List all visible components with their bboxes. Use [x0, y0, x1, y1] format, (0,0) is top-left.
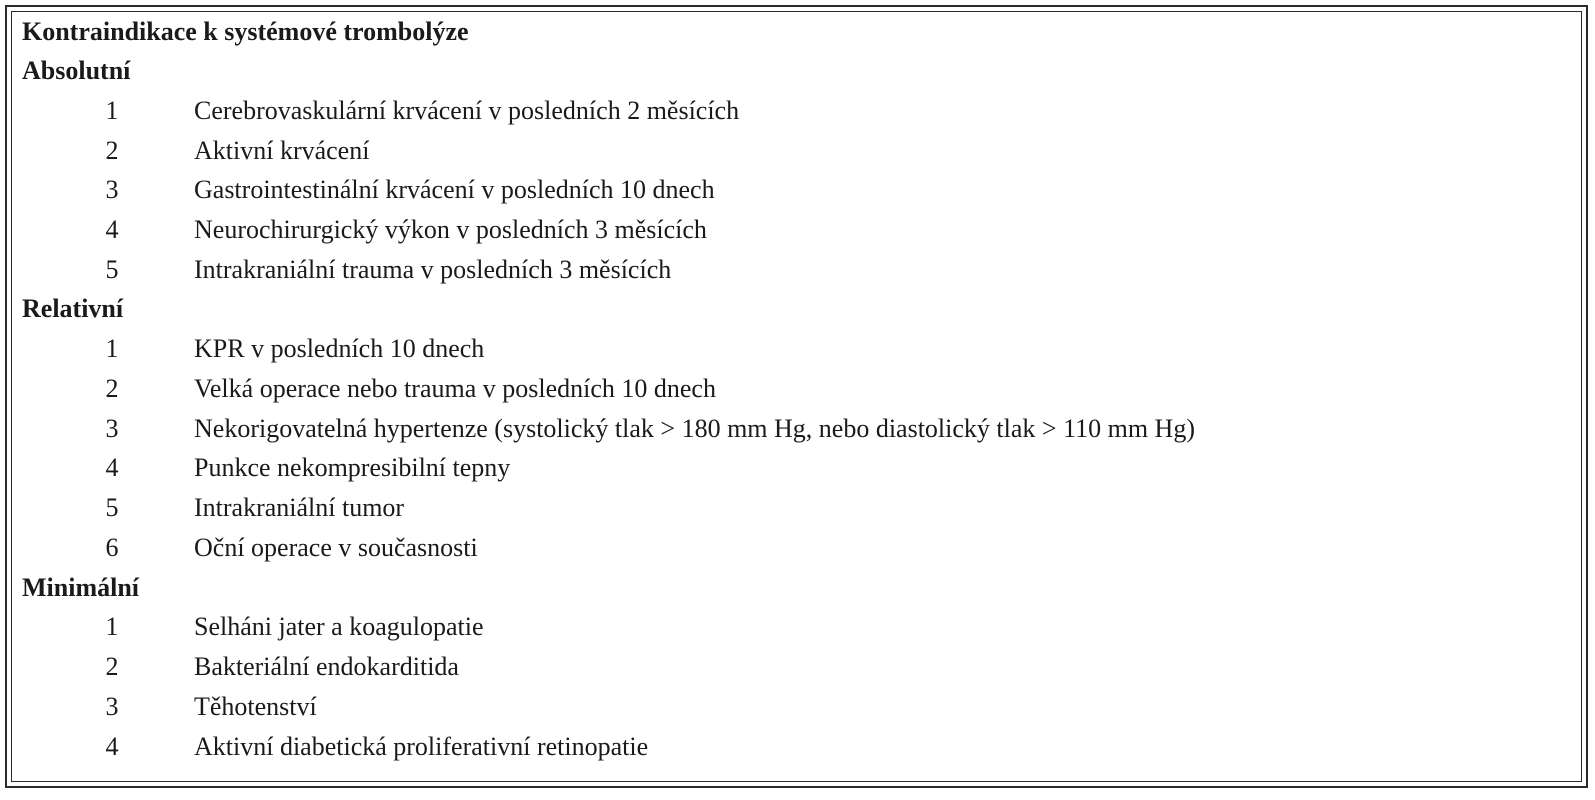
section-heading-relative: Relativní — [22, 294, 124, 323]
item-number: 5 — [105, 255, 119, 284]
item-number: 2 — [105, 652, 119, 681]
item-text: Selháni jater a koagulopatie — [194, 612, 484, 641]
item-text: KPR v posledních 10 dnech — [194, 334, 485, 363]
item-text: Punkce nekompresibilní tepny — [194, 453, 511, 482]
item-text: Oční operace v současnosti — [194, 533, 478, 562]
section-heading-minimal: Minimální — [22, 573, 140, 602]
section-heading-absolute: Absolutní — [22, 56, 131, 85]
item-number: 3 — [105, 414, 119, 443]
item-text: Cerebrovaskulární krvácení v posledních 2 měsících — [194, 96, 740, 125]
item-text: Bakteriální endokarditida — [194, 652, 459, 681]
item-number: 1 — [105, 612, 119, 641]
item-text: Nekorigovatelná hypertenze (systolický tlak > 180 mm Hg, nebo diastolický tlak > 110 mm Hg) — [194, 414, 1195, 443]
item-text: Velká operace nebo trauma v posledních 10 dnech — [194, 374, 716, 403]
item-text: Gastrointestinální krvácení v posledních 10 dnech — [194, 175, 715, 204]
item-number: 1 — [105, 96, 119, 125]
item-number: 1 — [105, 334, 119, 363]
item-number: 4 — [105, 453, 119, 482]
item-number: 2 — [105, 136, 119, 165]
item-text: Intrakraniální tumor — [194, 493, 405, 522]
item-text: Aktivní diabetická proliferativní retinopatie — [194, 732, 649, 761]
table-title: Kontraindikace k systémové trombolýze — [22, 17, 469, 46]
item-number: 3 — [105, 692, 119, 721]
item-number: 4 — [105, 732, 119, 761]
item-number: 5 — [105, 493, 119, 522]
item-number: 6 — [105, 533, 119, 562]
item-number: 4 — [105, 215, 119, 244]
item-text: Aktivní krvácení — [194, 136, 370, 165]
item-number: 2 — [105, 374, 119, 403]
item-text: Intrakraniální trauma v posledních 3 měsících — [194, 255, 672, 284]
item-text: Neurochirurgický výkon v posledních 3 měsících — [194, 215, 707, 244]
item-text: Těhotenství — [194, 692, 317, 721]
item-number: 3 — [105, 175, 119, 204]
